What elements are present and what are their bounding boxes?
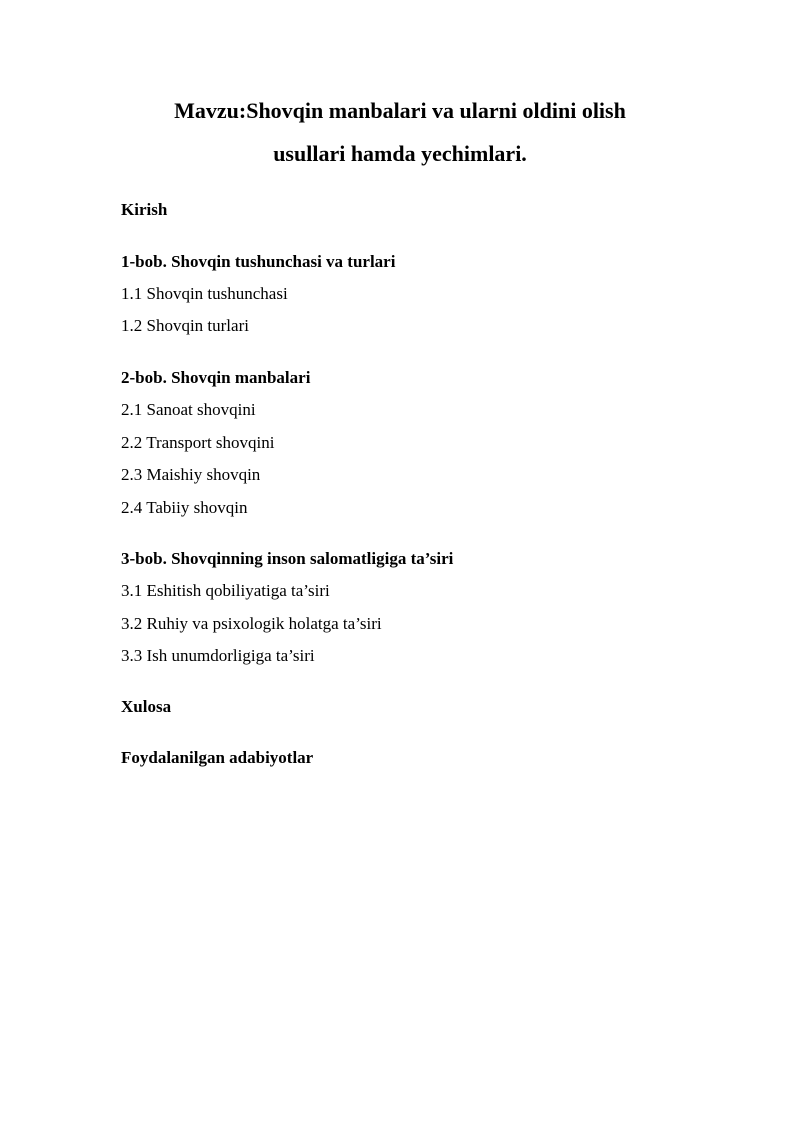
section-references: Foydalanilgan adabiyotlar: [121, 748, 314, 767]
section-intro: Kirish: [121, 200, 168, 219]
chapter-2-heading: 2-bob. Shovqin manbalari: [121, 368, 311, 387]
chapter-3-item: 3.2 Ruhiy va psixologik holatga ta’siri: [121, 614, 382, 633]
chapter-2-item: 2.4 Tabiiy shovqin: [121, 498, 248, 517]
chapter-1-item: 1.2 Shovqin turlari: [121, 316, 249, 335]
chapter-1-item: 1.1 Shovqin tushunchasi: [121, 284, 288, 303]
section-conclusion: Xulosa: [121, 697, 172, 716]
chapter-3-heading: 3-bob. Shovqinning inson salomatligiga ta’siri: [121, 549, 454, 568]
chapter-1-heading: 1-bob. Shovqin tushunchasi va turlari: [121, 252, 396, 271]
chapter-2-item: 2.1 Sanoat shovqini: [121, 400, 256, 419]
chapter-2-item: 2.3 Maishiy shovqin: [121, 465, 261, 484]
chapter-3-item: 3.1 Eshitish qobiliyatiga ta’siri: [121, 581, 330, 600]
chapter-2-item: 2.2 Transport shovqini: [121, 433, 275, 452]
chapter-3-item: 3.3 Ish unumdorligiga ta’siri: [121, 646, 315, 665]
page-title-line-2: usullari hamda yechimlari.: [273, 141, 527, 166]
page-title-line-1: Mavzu:Shovqin manbalari va ularni oldini olish: [174, 98, 626, 123]
